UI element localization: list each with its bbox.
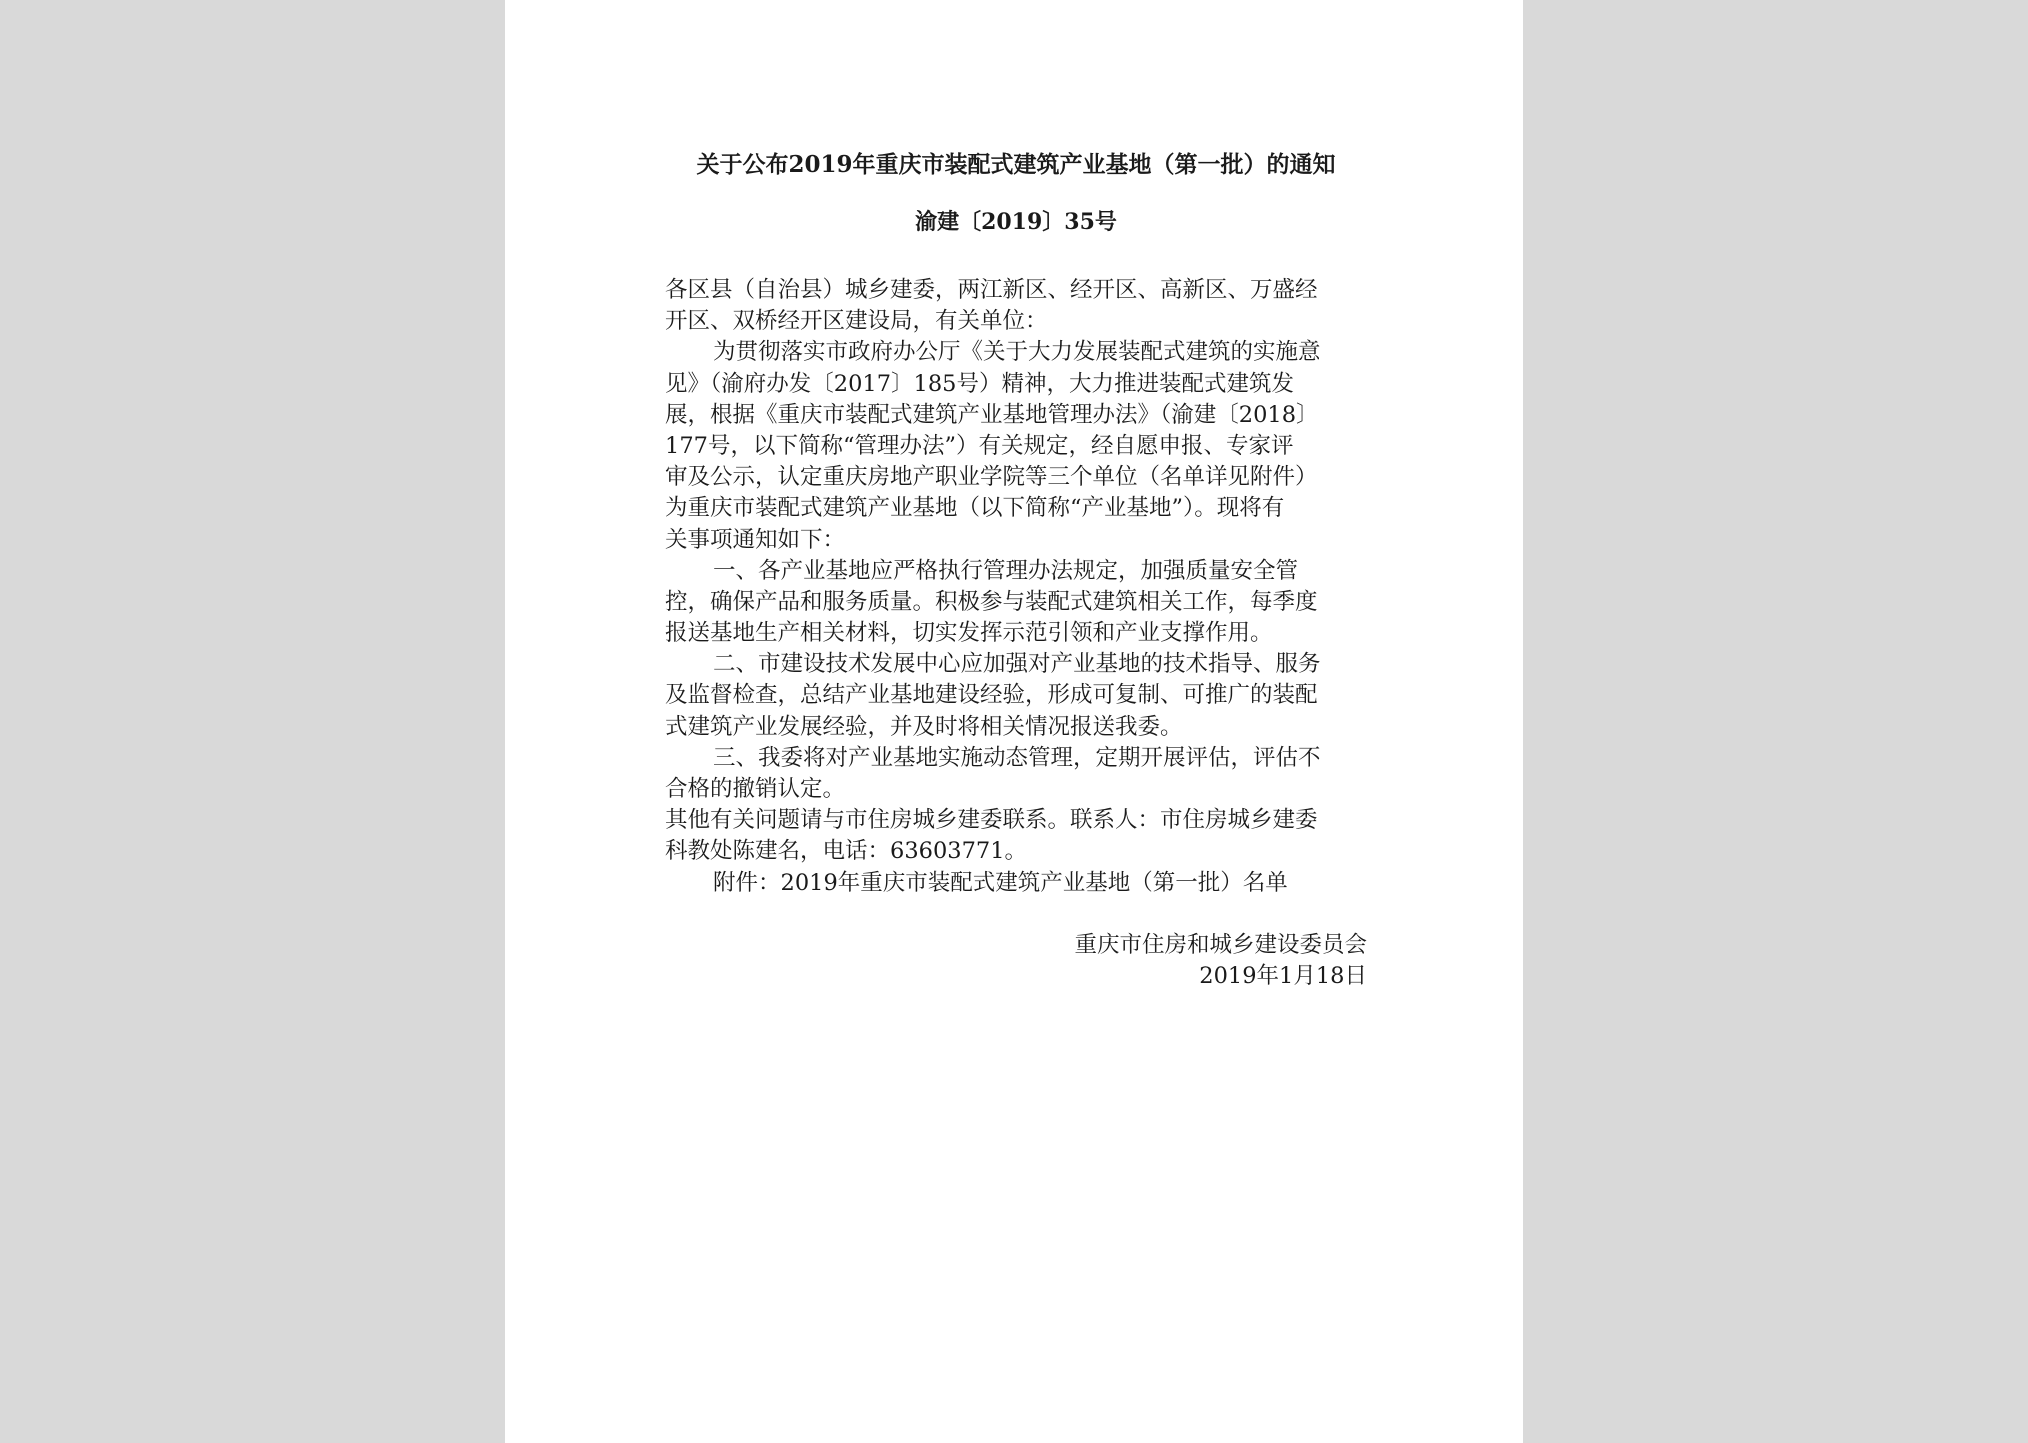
signature-organization: 重庆市住房和城乡建设委员会 [1074,931,1367,958]
document-title: 关于公布2019年重庆市装配式建筑产业基地（第一批）的通知 [696,151,1336,178]
body-line: 附件：2019年重庆市装配式建筑产业基地（第一批）名单 [713,869,1288,896]
body-line: 为贯彻落实市政府办公厅《关于大力发展装配式建筑的实施意 [713,339,1321,366]
body-line: 合格的撤销认定。 [665,776,846,802]
body-line: 各区县（自治县）城乡建委，两江新区、经开区、高新区、万盛经 [665,277,1318,303]
body-line: 及监督检查，总结产业基地建设经验，形成可复制、可推广的装配 [665,682,1318,709]
body-line: 展，根据《重庆市装配式建筑产业基地管理办法》（渝建〔2018〕 [665,401,1319,428]
body-line: 关事项通知如下： [665,526,846,553]
body-line: 一、各产业基地应严格执行管理办法规定，加强质量安全管 [713,557,1299,584]
body-line: 二、市建设技术发展中心应加强对产业基地的技术指导、服务 [713,651,1321,678]
body-line: 式建筑产业发展经验，并及时将相关情况报送我委。 [665,713,1183,740]
signature-date: 2019年1月18日 [1199,962,1367,989]
body-line: 三、我委将对产业基地实施动态管理，定期开展评估，评估不 [713,744,1321,771]
body-line: 其他有关问题请与市住房城乡建委联系。联系人：市住房城乡建委 [665,807,1318,834]
document-page [505,0,1523,1443]
document-number: 渝建〔2019〕35号 [915,209,1117,235]
body-line: 科教处陈建名，电话：63603771。 [665,838,1028,865]
signature-block [665,930,1367,992]
body-line: 开区、双桥经开区建设局，有关单位： [665,308,1048,335]
body-line: 控，确保产品和服务质量。积极参与装配式建筑相关工作，每季度 [665,588,1318,615]
body-line: 审及公示，认定重庆房地产职业学院等三个单位（名单详见附件） [665,464,1318,491]
body-line: 报送基地生产相关材料，切实发挥示范引领和产业支撑作用。 [665,620,1273,647]
document-body [665,275,1367,899]
notice-document [665,148,1367,992]
body-line: 为重庆市装配式建筑产业基地（以下简称“产业基地”）。现将有 [665,495,1285,522]
body-line: 177号，以下简称“管理办法”）有关规定，经自愿申报、专家评 [665,432,1294,459]
body-line: 见》（渝府办发〔2017〕185号）精神，大力推进装配式建筑发 [665,370,1294,397]
